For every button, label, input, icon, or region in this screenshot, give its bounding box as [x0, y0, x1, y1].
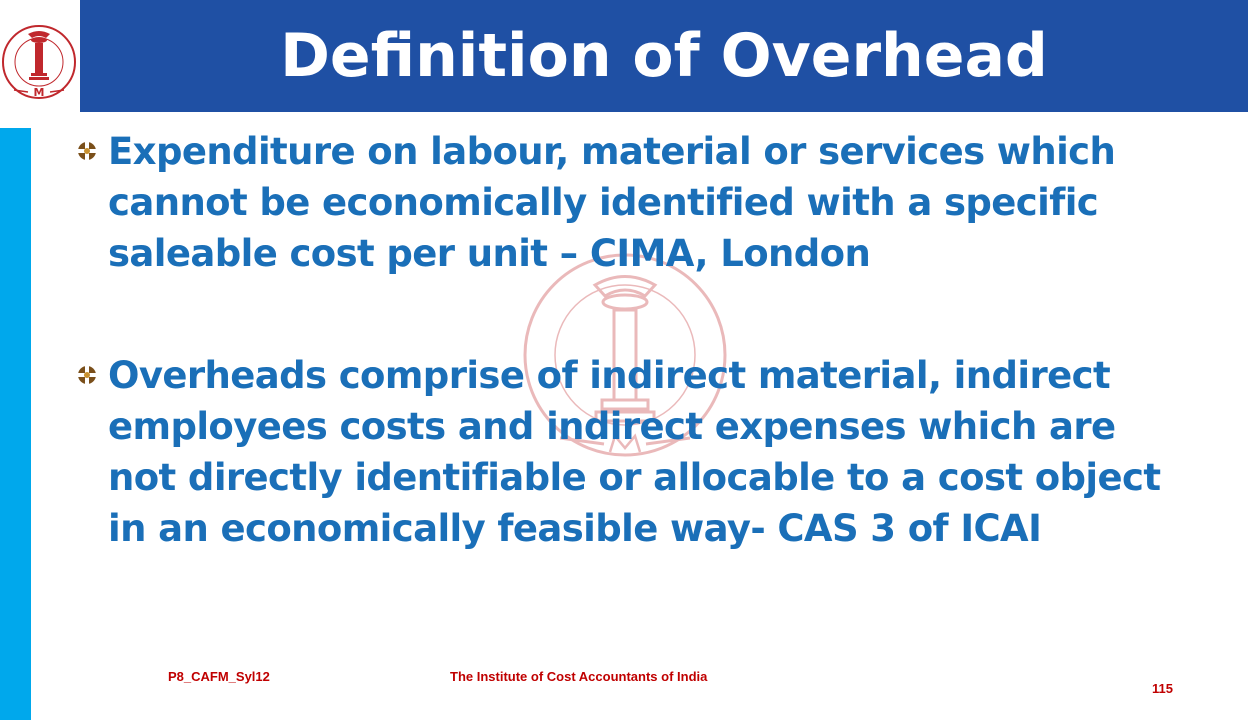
bullet-line: saleable cost per unit – CIMA, London: [108, 232, 871, 275]
slide-title: Definition of Overhead: [280, 21, 1048, 91]
bullet-line: in an economically feasible way- CAS 3 of ICAI: [108, 507, 1042, 550]
bullet-line: Overheads comprise of indirect material, indirect: [108, 354, 1111, 397]
bullet-icon: [76, 140, 98, 162]
footer-page-number: 115: [1152, 681, 1173, 696]
footer-institute-name: The Institute of Cost Accountants of India: [450, 669, 708, 684]
footer-course-code: P8_CAFM_Syl12: [168, 669, 270, 684]
logo-container: [0, 0, 80, 128]
bullet-line: not directly identifiable or allocable to a cost object: [108, 456, 1161, 499]
svg-text:M: M: [33, 86, 45, 99]
bullet-line: Expenditure on labour, material or services which: [108, 130, 1116, 173]
bullet-line: cannot be economically identified with a specific: [108, 181, 1099, 224]
bullet-paragraph-2: [108, 350, 1208, 554]
bullet-line: employees costs and indirect expenses which are: [108, 405, 1116, 448]
bullet-icon: [76, 364, 98, 386]
bullet-paragraph-1: [108, 126, 1208, 279]
icai-seal-icon: [0, 2, 78, 126]
